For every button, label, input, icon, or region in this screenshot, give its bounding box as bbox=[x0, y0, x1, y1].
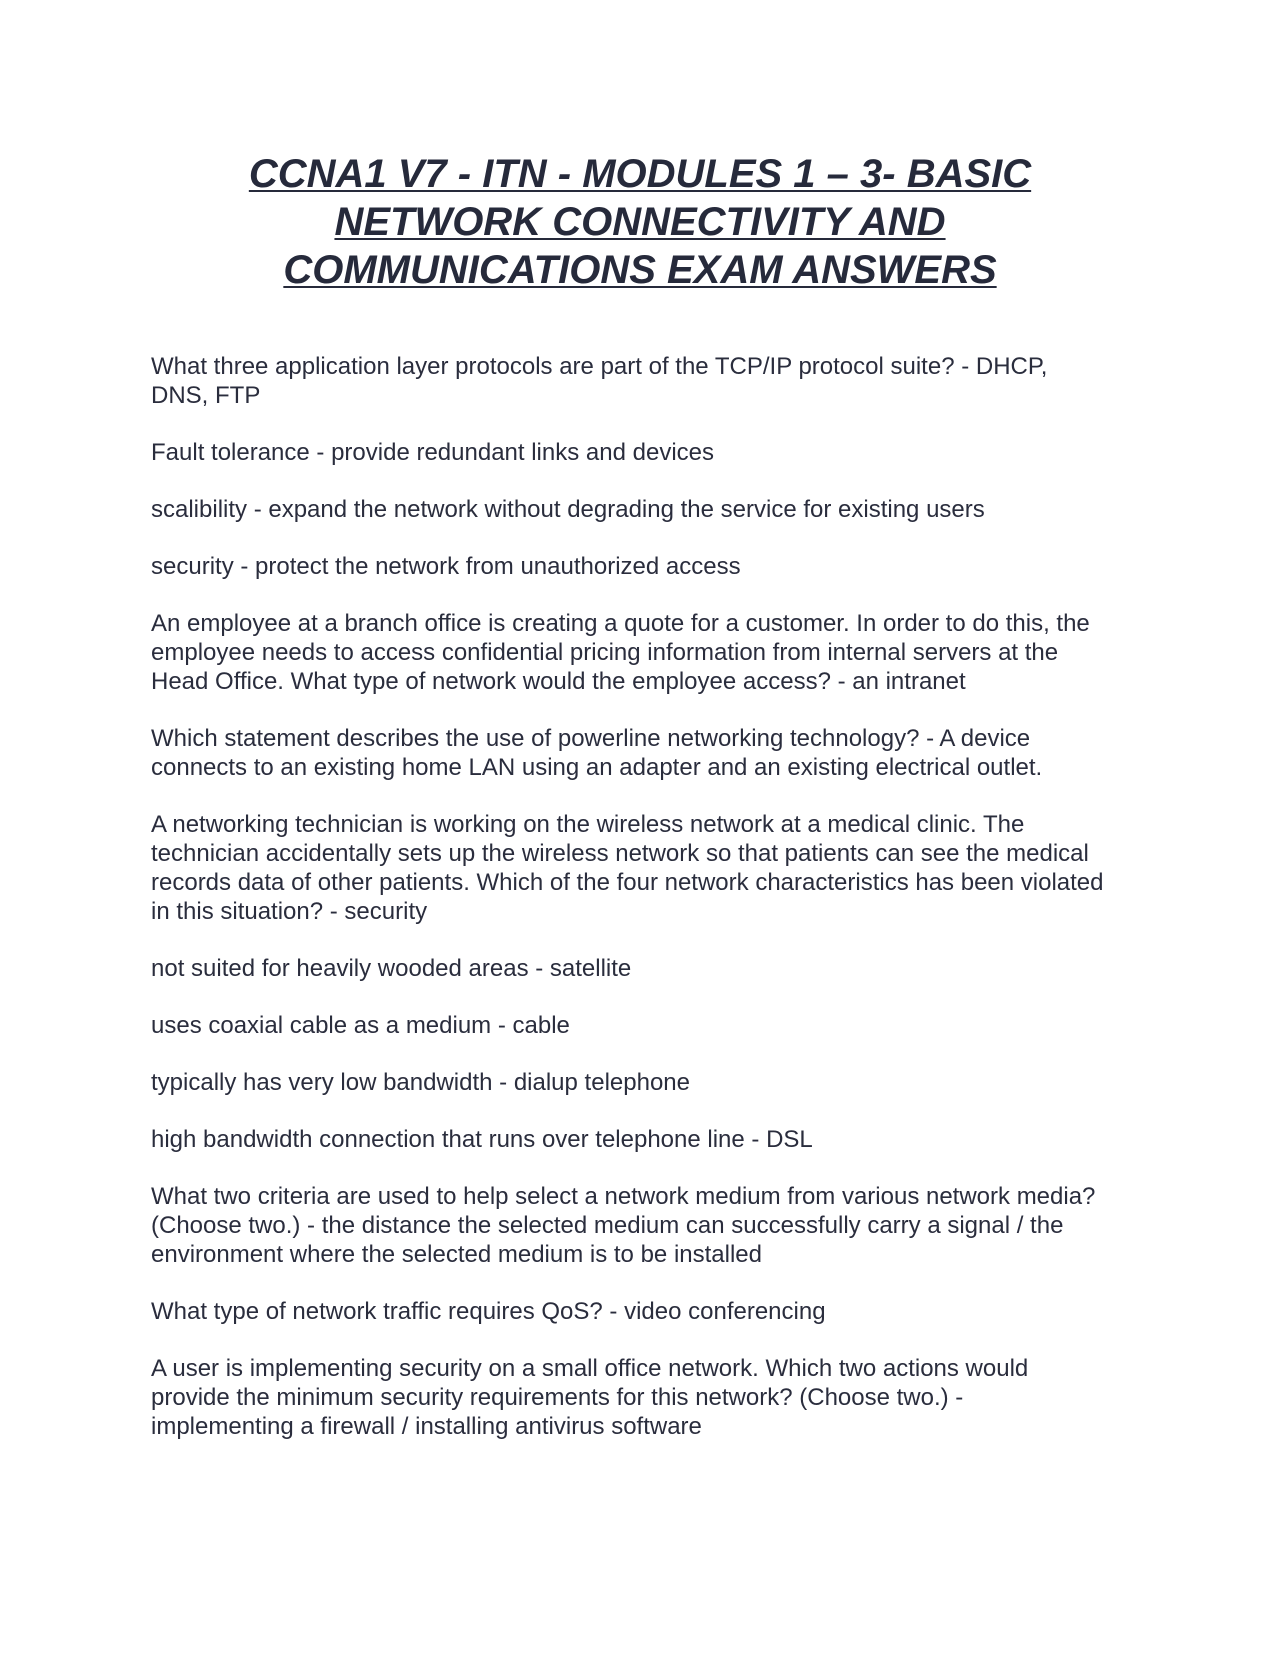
paragraph: What type of network traffic requires QoS? - video conferencing bbox=[151, 1298, 826, 1325]
paragraph: A networking technician is working on the wireless network at a medical clinic. The technician accidentally sets up the wireless network so that patients can see the medical records data of other patients. Which of the four network characteristics has been violated in this situation? - security bbox=[151, 811, 1104, 925]
paragraph: security - protect the network from unauthorized access bbox=[151, 553, 741, 580]
paragraph: scalibility - expand the network without degrading the service for existing users bbox=[151, 496, 985, 523]
paragraph: high bandwidth connection that runs over telephone line - DSL bbox=[151, 1126, 813, 1153]
paragraph: What three application layer protocols are part of the TCP/IP protocol suite? - DHCP, DNS, FTP bbox=[151, 353, 1048, 409]
paragraph: Which statement describes the use of powerline networking technology? - A device connects to an existing home LAN using an adapter and an existing electrical outlet. bbox=[151, 725, 1043, 781]
paragraph: A user is implementing security on a small office network. Which two actions would provide the minimum security requirements for this network? (Choose two.) - implementing a firewall / installing antivirus software bbox=[151, 1355, 1029, 1440]
paragraph: typically has very low bandwidth - dialup telephone bbox=[151, 1069, 690, 1096]
document-title: CCNA1 V7 - ITN - MODULES 1 – 3- BASIC NETWORK CONNECTIVITY AND COMMUNICATIONS EXAM ANSWERS bbox=[248, 152, 1032, 292]
document-body bbox=[151, 352, 1111, 1469]
paragraph: uses coaxial cable as a medium - cable bbox=[151, 1012, 570, 1039]
paragraph: What two criteria are used to help select a network medium from various network media? (Choose two.) - the distance the selected medium can successfully carry a signal / the environment where the selected medium is to be installed bbox=[151, 1183, 1096, 1268]
paragraph: Fault tolerance - provide redundant links and devices bbox=[151, 439, 714, 466]
paragraph: An employee at a branch office is creating a quote for a customer. In order to do this, the employee needs to access confidential pricing information from internal servers at the Head Office. What type of network would the employee access? - an intranet bbox=[151, 610, 1090, 695]
paragraph: not suited for heavily wooded areas - satellite bbox=[151, 955, 632, 982]
